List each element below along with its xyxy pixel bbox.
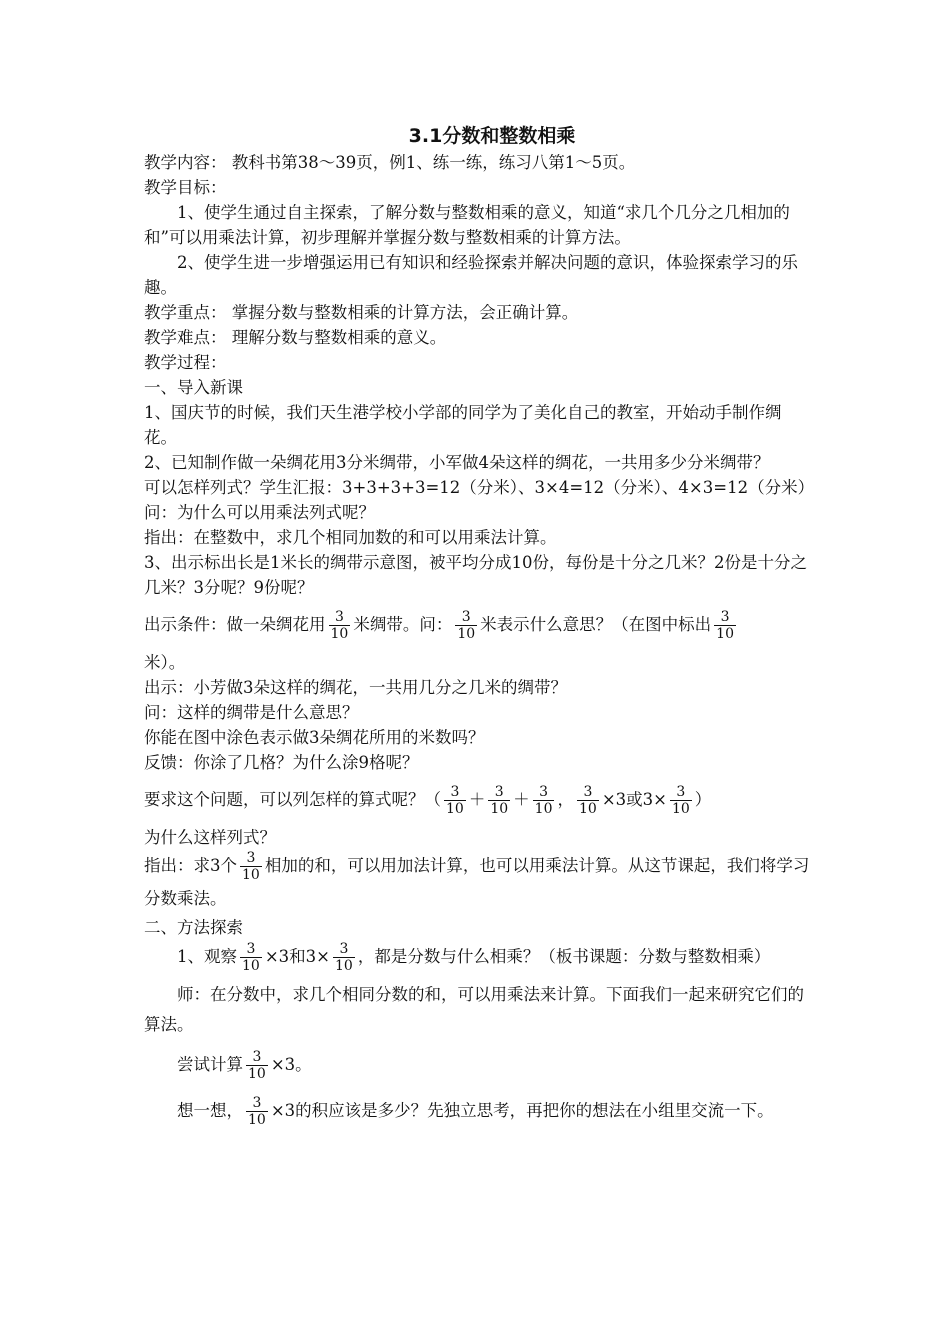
why-formula: 为什么这样列式？: [144, 828, 276, 847]
feedback: 反馈：你涂了几格？为什么涂9格呢？: [144, 753, 419, 772]
teaching-goals-heading: 教学目标：: [144, 178, 227, 197]
fraction-numerator: 3: [334, 609, 344, 625]
fraction-numerator: 3: [494, 784, 504, 800]
fraction-denominator: 10: [716, 626, 734, 642]
fraction-numerator: 3: [539, 784, 549, 800]
fraction-denominator: 10: [248, 1066, 266, 1082]
goal-1: 1、使学生通过自主探索，了解分数与整数相乘的意义，知道“求几个几分之几相加的和”可以用乘法计算，初步理解并掌握分数与整数相乘的计算方法。: [144, 203, 790, 247]
fraction-denominator: 10: [334, 958, 353, 974]
formula-question: 要求这个问题，可以列怎样的算式呢？（ $\frac{3}{10}$ ＋ $\frac{3}{10}$ ＋ $\frac{3}{10}$ ， $\frac{3}{10}$ ×3或3× $\frac{3}{10}$ ）: [144, 784, 712, 817]
fraction-numerator: 3: [339, 941, 349, 957]
fraction: [455, 609, 477, 642]
goal-2: 2、使学生进一步增强运用已有知识和经验探索并解决问题的意识，体验探索学习的乐趣。: [144, 253, 798, 297]
key-point: 教学重点： 掌握分数与整数相乘的计算方法，会正确计算。: [144, 303, 579, 322]
fraction-numerator: 3: [246, 941, 256, 957]
show-condition: 出示条件：做一朵绸花用 $\frac{3}{10}$ 米绸带。问： $\frac{3}{10}$ 米表示什么意思？（在图中标出 $\frac{3}{10}$: [144, 609, 734, 642]
fraction-denominator: 10: [446, 801, 464, 817]
document-page: [144, 122, 815, 1132]
fraction: [246, 1095, 268, 1128]
fraction-denominator: 10: [671, 801, 690, 817]
fraction: [240, 850, 262, 883]
fraction-numerator: 3: [720, 609, 730, 625]
section-1-heading: 一、导入新课: [144, 378, 243, 397]
student-report: 可以怎样列式？学生汇报：3+3+3+3=12（分米）、3×4=12（分米）、4×3=12（分米）: [144, 478, 815, 497]
point-out-1: 指出：在整数中，求几个相同加数的和可以用乘法计算。: [144, 528, 557, 547]
fraction: [670, 784, 692, 817]
fraction-numerator: 3: [461, 609, 471, 625]
fraction-denominator: 10: [330, 626, 349, 642]
section-2-heading: 二、方法探索: [144, 918, 243, 937]
fraction: [577, 784, 599, 817]
think: 想一想， $\frac{3}{10}$ ×3的积应该是多少？先独立思考，再把你的想法在小组里交流一下。: [177, 1095, 774, 1128]
fraction-denominator: 10: [242, 958, 260, 974]
fraction-numerator: 3: [583, 784, 593, 800]
fraction-numerator: 3: [252, 1095, 262, 1111]
fraction-denominator: 10: [490, 801, 509, 817]
show-question: 出示：小芳做3朵这样的绸花，一共用几分之几米的绸带？: [144, 678, 567, 697]
fraction-denominator: 10: [248, 1112, 266, 1128]
difficult-point: 教学难点： 理解分数与整数相乘的意义。: [144, 328, 447, 347]
step-2: 2、已知制作做一朵绸花用3分米绸带，小军做4朵这样的绸花，一共用多少分米绸带？: [144, 453, 770, 472]
try-compute: 尝试计算 $\frac{3}{10}$ ×3。: [177, 1049, 312, 1082]
show-condition-end: 米）。: [144, 653, 186, 672]
fraction: [714, 609, 736, 642]
step-3: 3、出示标出长是1米长的绸带示意图，被平均分成10份，每份是十分之几米？2份是十分之几米？3分呢？9份呢？: [144, 553, 807, 597]
ask-meaning: 问：这样的绸带是什么意思？: [144, 703, 359, 722]
fraction-denominator: 10: [578, 801, 597, 817]
fraction: [333, 941, 355, 974]
teaching-content: 教学内容： 教科书第38～39页，例1、练一练，练习八第1～5页。: [144, 153, 636, 172]
fraction-numerator: 3: [676, 784, 686, 800]
fraction: [488, 784, 510, 817]
fraction-denominator: 10: [242, 867, 260, 883]
step-1: 1、国庆节的时候，我们天生港学校小学部的同学为了美化自己的教室，开始动手制作绸花。: [144, 403, 782, 447]
fraction-denominator: 10: [534, 801, 553, 817]
color-diagram: 你能在图中涂色表示做3朵绸花所用的米数吗？: [144, 728, 485, 747]
teacher-note: 师：在分数中，求几个相同分数的和，可以用乘法来计算。下面我们一起来研究它们的算法。: [144, 985, 804, 1034]
fraction: [329, 609, 351, 642]
fraction-numerator: 3: [450, 784, 460, 800]
process-heading: 教学过程：: [144, 353, 227, 372]
fraction: [444, 784, 466, 817]
question-why: 问：为什么可以用乘法列式呢？: [144, 503, 375, 522]
fraction: [533, 784, 555, 817]
fraction: [240, 941, 262, 974]
fraction-numerator: 3: [246, 850, 256, 866]
observe: 1、观察 $\frac{3}{10}$ ×3和3× $\frac{3}{10}$ ，都是分数与什么相乘？（板书课题：分数与整数相乘）: [177, 941, 771, 974]
point-out-2: 指出：求3个 $\frac{3}{10}$ 相加的和，可以用加法计算，也可以用乘法计算。从这节课起，我们将学习分数乘法。: [144, 850, 810, 908]
document-title: 3.1分数和整数相乘: [408, 125, 576, 147]
fraction-denominator: 10: [457, 626, 476, 642]
fraction: [246, 1049, 268, 1082]
fraction-numerator: 3: [252, 1049, 262, 1065]
